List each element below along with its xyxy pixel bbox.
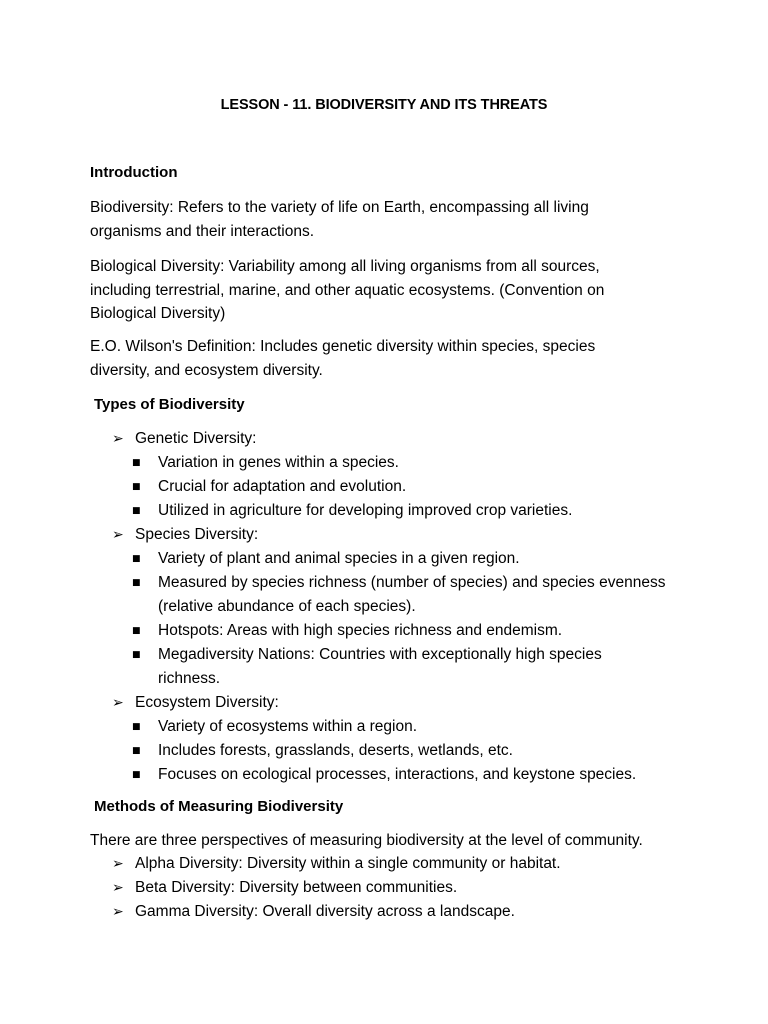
sub-list-item [132,451,399,475]
list-item-label: Ecosystem Diversity: [135,694,279,711]
sub-list-item [132,715,417,739]
types-heading: Types of Biodiversity [94,396,245,413]
square-bullet-icon: ■ [132,458,141,468]
list-item-ecosystem-diversity [112,691,279,715]
paragraph-line: Biological Diversity) [90,305,226,322]
introduction-heading: Introduction [90,164,178,181]
list-item-alpha-diversity [112,852,561,876]
paragraph-biodiversity [90,196,690,243]
sub-list-item-text: Variety of plant and animal species in a given region. [158,550,520,567]
square-bullet-icon: ■ [132,722,141,732]
sub-list-item-text: Crucial for adaptation and evolution. [158,478,407,495]
arrow-bullet-icon: ➢ [112,880,124,896]
sub-list-item-text: Hotspots: Areas with high species richness and endemism. [158,622,563,639]
sub-list-item-text: Includes forests, grasslands, deserts, wetlands, etc. [158,742,513,759]
sub-list-item-continuation: richness. [158,670,221,687]
sub-list-item-text: Measured by species richness (number of species) and species evenness [158,574,666,591]
square-bullet-icon: ■ [132,746,141,756]
square-bullet-icon: ■ [132,554,141,564]
paragraph-line: Biological Diversity: Variability among all living organisms from all sources, [90,258,600,275]
methods-heading: Methods of Measuring Biodiversity [94,798,344,815]
paragraph-line: including terrestrial, marine, and other aquatic ecosystems. (Convention on [90,281,605,299]
list-item-label: Species Diversity: [135,526,259,543]
paragraph-biological-diversity [90,255,690,326]
page-title: LESSON - 11. BIODIVERSITY AND ITS THREATS [220,97,548,113]
square-bullet-icon: ■ [132,506,141,516]
sub-list-item-text: Megadiversity Nations: Countries with exceptionally high species [158,646,602,663]
sub-list-item-text: Focuses on ecological processes, interactions, and keystone species. [158,766,637,783]
arrow-bullet-icon: ➢ [112,856,124,872]
arrow-bullet-icon: ➢ [112,904,124,920]
list-item-species-diversity [112,523,258,547]
paragraph-line: There are three perspectives of measuring biodiversity at the level of community. [90,832,643,849]
sub-list-item-text: Variety of ecosystems within a region. [158,718,418,735]
list-item-label: Genetic Diversity: [135,430,257,447]
paragraph-line: E.O. Wilson's Definition: Includes genetic diversity within species, species [90,338,596,355]
sub-list-item-continuation: (relative abundance of each species). [158,598,416,615]
square-bullet-icon: ■ [132,482,141,492]
paragraph-line: Biodiversity: Refers to the variety of life on Earth, encompassing all living [90,199,589,216]
arrow-bullet-icon: ➢ [112,431,124,447]
square-bullet-icon: ■ [132,578,141,588]
list-item-genetic-diversity [112,427,256,451]
square-bullet-icon: ■ [132,626,141,636]
sub-list-item [132,547,520,571]
methods-intro [90,829,730,853]
paragraph-line: diversity, and ecosystem diversity. [90,361,323,379]
sub-list-item [132,499,572,523]
list-item-beta-diversity [112,876,457,900]
square-bullet-icon: ■ [132,770,141,780]
list-item-gamma-diversity [112,900,515,924]
sub-list-item-text: Variation in genes within a species. [158,454,399,471]
sub-list-item-text: Utilized in agriculture for developing improved crop varieties. [158,502,573,519]
paragraph-line: organisms and their interactions. [90,222,315,240]
arrow-bullet-icon: ➢ [112,527,124,543]
sub-list-item [132,571,665,595]
list-item-label: Alpha Diversity: Diversity within a single community or habitat. [135,855,561,872]
sub-list-item [132,643,602,667]
sub-list-item [132,739,513,763]
arrow-bullet-icon: ➢ [112,695,124,711]
list-item-label: Beta Diversity: Diversity between communities. [135,879,458,896]
sub-list-item [132,619,562,643]
square-bullet-icon: ■ [132,650,141,660]
list-item-label: Gamma Diversity: Overall diversity across a landscape. [135,903,515,920]
paragraph-wilson-definition [90,335,690,382]
sub-list-item [132,475,406,499]
sub-list-item [132,763,636,787]
